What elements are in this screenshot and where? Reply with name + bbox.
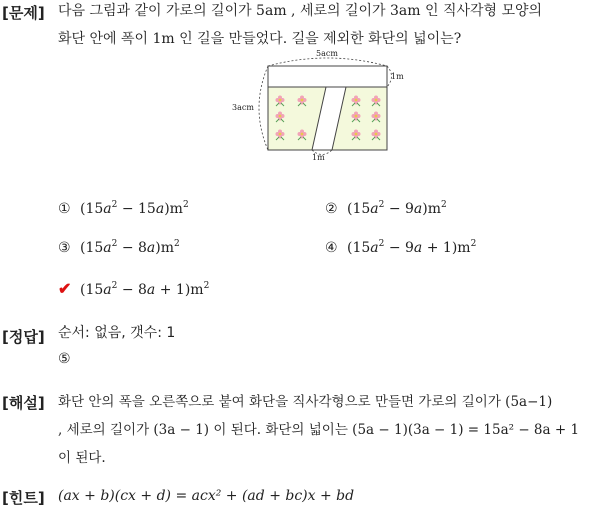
choice-3-number: ③ [58,240,71,256]
question-line-1: 다음 그림과 같이 가로의 길이가 5am , 세로의 길이가 3am 인 직사각형 모양의 [58,3,543,19]
explanation-line-2: , 세로의 길이가 (3a − 1) 이 된다. 화단의 넓이는 (5a − 1)(3a − 1) = 15a² − 8a + 1 [58,422,580,438]
answer-text [58,320,588,372]
answer-line-2: ⑤ [58,351,71,367]
choice-3[interactable]: ③ $(15a^2 - 8a)m^2$ [58,239,180,256]
figure-right-label: 1m [391,72,404,81]
figure-left-label: 3acm [232,103,254,112]
explanation-label: [해설] [2,394,45,412]
choice-2[interactable]: ② $(15a^2 - 9a)m^2$ [325,200,447,217]
checkmark-icon: ✔ [58,279,72,298]
hint-formula: (ax + b)(cx + d) = acx² + (ad + bc)x + bd [58,488,355,504]
garden-figure [230,48,420,163]
choice-4-number: ④ [325,240,338,256]
choice-1[interactable]: ① $(15a^2 - 15a)m^2$ [58,200,189,217]
answer-label: [정답] [2,328,45,346]
explanation-line-1: 화단 안의 폭을 오른쪽으로 붙여 화단을 직사각형으로 만들면 가로의 길이가 (5a−1) [58,394,553,410]
question-line-2: 화단 안에 폭이 1m 인 길을 만들었다. 길을 제외한 화단의 넓이는? [58,31,462,47]
choice-1-number: ① [58,201,71,217]
choice-4[interactable]: ④ $(15a^2 - 9a + 1)m^2$ [325,239,477,256]
choice-5[interactable]: ✔ $(15a^2 - 8a + 1)m^2$ [58,279,210,298]
answer-line-1: 순서: 없음, 갯수: 1 [58,325,176,341]
choice-2-number: ② [325,201,338,217]
figure-top-label: 5acm [316,49,338,58]
question-text [58,0,588,53]
explanation-text [58,388,588,472]
hint-label: [힌트] [2,489,45,507]
explanation-line-3: 이 된다. [58,450,106,466]
figure-bottom-label: 1m [312,153,325,162]
question-label: [문제] [2,4,45,22]
